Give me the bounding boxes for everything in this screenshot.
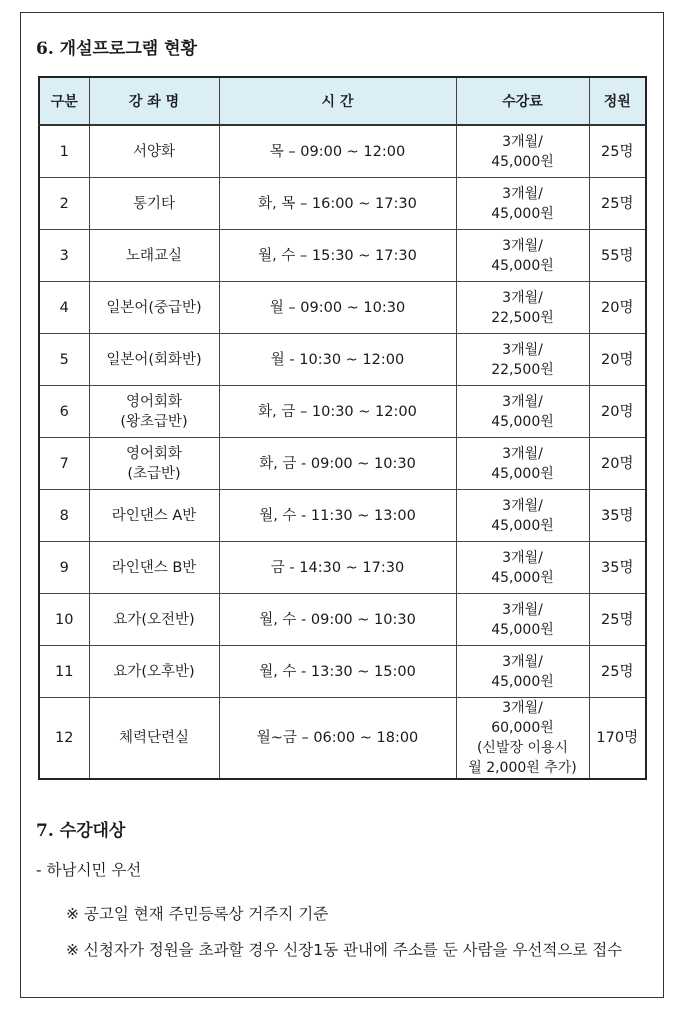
cell-time: 월, 수 – 15:30 ~ 17:30 xyxy=(219,230,456,282)
cell-time: 월, 수 - 09:00 ~ 10:30 xyxy=(219,594,456,646)
header-capacity: 정원 xyxy=(589,77,646,125)
cell-name xyxy=(89,438,219,490)
cell-fee xyxy=(456,386,589,438)
table-body xyxy=(39,125,646,779)
course-name-line: 영어회화 xyxy=(125,445,183,462)
cell-capacity: 25명 xyxy=(589,178,646,230)
fee-line: 3개월/ xyxy=(502,341,543,358)
cell-name xyxy=(89,646,219,698)
fee-line: 45,000원 xyxy=(491,205,554,222)
course-name-line: 요가(오전반) xyxy=(113,611,195,628)
cell-capacity: 170명 xyxy=(589,698,646,780)
fee-line: 22,500원 xyxy=(491,361,554,378)
cell-time: 화, 금 - 09:00 ~ 10:30 xyxy=(219,438,456,490)
header-time: 시 간 xyxy=(219,77,456,125)
fee-line: 3개월/ xyxy=(502,601,543,618)
table-row xyxy=(39,282,646,334)
cell-capacity: 25명 xyxy=(589,646,646,698)
cell-no: 11 xyxy=(39,646,89,698)
cell-capacity: 55명 xyxy=(589,230,646,282)
fee-line: 45,000원 xyxy=(491,517,554,534)
header-no: 구분 xyxy=(39,77,89,125)
fee-line: 45,000원 xyxy=(491,621,554,638)
cell-time: 월 - 10:30 ~ 12:00 xyxy=(219,334,456,386)
course-name-line: 서양화 xyxy=(132,143,176,160)
cell-name xyxy=(89,282,219,334)
cell-name xyxy=(89,334,219,386)
cell-no: 8 xyxy=(39,490,89,542)
cell-no: 3 xyxy=(39,230,89,282)
table-row xyxy=(39,334,646,386)
cell-fee xyxy=(456,542,589,594)
table-row xyxy=(39,542,646,594)
fee-line: 3개월/ xyxy=(502,549,543,566)
cell-capacity: 25명 xyxy=(589,594,646,646)
cell-name xyxy=(89,594,219,646)
cell-time: 화, 금 – 10:30 ~ 12:00 xyxy=(219,386,456,438)
course-name-line: 통기타 xyxy=(132,195,176,212)
cell-fee xyxy=(456,282,589,334)
cell-capacity: 35명 xyxy=(589,490,646,542)
cell-name xyxy=(89,386,219,438)
table-row xyxy=(39,490,646,542)
table-row xyxy=(39,230,646,282)
cell-capacity: 20명 xyxy=(589,334,646,386)
cell-no: 12 xyxy=(39,698,89,780)
fee-line: 60,000원 xyxy=(491,720,554,736)
cell-capacity: 20명 xyxy=(589,386,646,438)
cell-fee xyxy=(456,230,589,282)
cell-name xyxy=(89,490,219,542)
cell-fee xyxy=(456,490,589,542)
cell-no: 10 xyxy=(39,594,89,646)
table-row xyxy=(39,646,646,698)
fee-line: 3개월/ xyxy=(502,653,543,670)
program-table xyxy=(38,76,647,780)
cell-time: 월, 수 - 13:30 ~ 15:00 xyxy=(219,646,456,698)
cell-time: 월 – 09:00 ~ 10:30 xyxy=(219,282,456,334)
cell-fee xyxy=(456,334,589,386)
fee-line: (신발장 이용시 xyxy=(476,740,569,756)
table-header-row xyxy=(39,77,646,125)
cell-no: 6 xyxy=(39,386,89,438)
cell-capacity: 35명 xyxy=(589,542,646,594)
note-residence: ※ 공고일 현재 주민등록상 거주지 기준 xyxy=(66,905,329,923)
cell-no: 7 xyxy=(39,438,89,490)
section-7-title: 7. 수강대상 xyxy=(36,821,126,841)
header-fee: 수강료 xyxy=(456,77,589,125)
cell-no: 1 xyxy=(39,125,89,178)
target-text: - 하남시민 우선 xyxy=(36,861,142,879)
fee-line: 월 2,000원 추가) xyxy=(468,760,577,776)
cell-fee xyxy=(456,698,589,780)
fee-line: 3개월/ xyxy=(502,133,543,150)
fee-line: 3개월/ xyxy=(502,237,543,254)
fee-line: 22,500원 xyxy=(491,309,554,326)
section-6-title: 6. 개설프로그램 현황 xyxy=(36,39,197,59)
cell-name xyxy=(89,542,219,594)
fee-line: 3개월/ xyxy=(502,700,543,716)
fee-line: 3개월/ xyxy=(502,393,543,410)
cell-no: 5 xyxy=(39,334,89,386)
cell-name xyxy=(89,178,219,230)
fee-line: 45,000원 xyxy=(491,465,554,482)
course-name-line: 체력단련실 xyxy=(118,730,190,746)
fee-line: 3개월/ xyxy=(502,185,543,202)
course-name-line: 노래교실 xyxy=(125,247,183,264)
fee-line: 45,000원 xyxy=(491,569,554,586)
table-row xyxy=(39,386,646,438)
table-row xyxy=(39,178,646,230)
course-name-line: (왕초급반) xyxy=(120,413,188,430)
fee-line: 3개월/ xyxy=(502,289,543,306)
course-name-line: 일본어(중급반) xyxy=(106,299,202,316)
cell-no: 4 xyxy=(39,282,89,334)
fee-line: 45,000원 xyxy=(491,673,554,690)
cell-time: 금 - 14:30 ~ 17:30 xyxy=(219,542,456,594)
course-name-line: (초급반) xyxy=(127,465,181,482)
cell-fee xyxy=(456,125,589,178)
cell-name xyxy=(89,698,219,780)
course-name-line: 영어회화 xyxy=(125,393,183,410)
fee-line: 3개월/ xyxy=(502,497,543,514)
course-name-line: 라인댄스 A반 xyxy=(111,507,197,524)
table-row xyxy=(39,698,646,780)
cell-time: 월, 수 - 11:30 ~ 13:00 xyxy=(219,490,456,542)
cell-no: 2 xyxy=(39,178,89,230)
cell-time: 화, 목 – 16:00 ~ 17:30 xyxy=(219,178,456,230)
cell-fee xyxy=(456,178,589,230)
fee-line: 45,000원 xyxy=(491,413,554,430)
header-name: 강 좌 명 xyxy=(89,77,219,125)
cell-time: 목 – 09:00 ~ 12:00 xyxy=(219,125,456,178)
cell-name xyxy=(89,230,219,282)
cell-fee xyxy=(456,438,589,490)
table-row xyxy=(39,594,646,646)
cell-capacity: 25명 xyxy=(589,125,646,178)
fee-line: 3개월/ xyxy=(502,445,543,462)
cell-no: 9 xyxy=(39,542,89,594)
table-row xyxy=(39,438,646,490)
course-name-line: 라인댄스 B반 xyxy=(111,559,197,576)
table-row xyxy=(39,125,646,178)
cell-fee xyxy=(456,646,589,698)
cell-name xyxy=(89,125,219,178)
cell-time: 월~금 – 06:00 ~ 18:00 xyxy=(219,698,456,780)
fee-line: 45,000원 xyxy=(491,153,554,170)
course-name-line: 요가(오후반) xyxy=(113,663,195,680)
note-priority: ※ 신청자가 정원을 초과할 경우 신장1동 관내에 주소를 둔 사람을 우선적으로 접수 xyxy=(66,941,623,959)
cell-fee xyxy=(456,594,589,646)
cell-capacity: 20명 xyxy=(589,282,646,334)
fee-line: 45,000원 xyxy=(491,257,554,274)
cell-capacity: 20명 xyxy=(589,438,646,490)
course-name-line: 일본어(회화반) xyxy=(106,351,202,368)
